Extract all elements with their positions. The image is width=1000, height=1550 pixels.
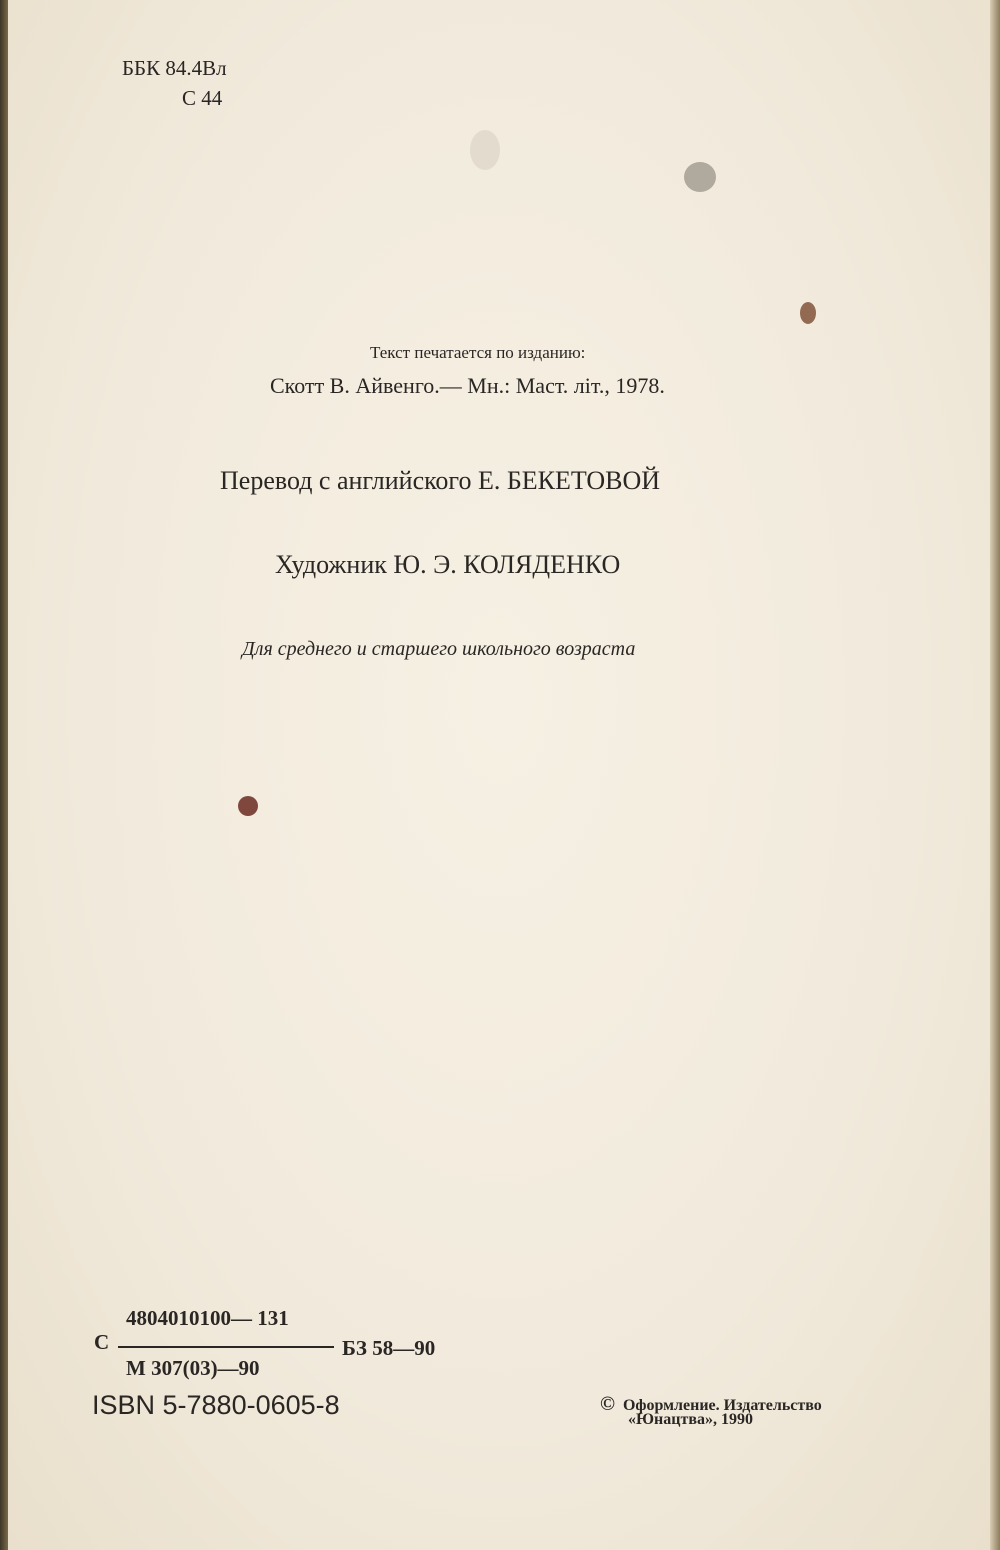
isbn: ISBN 5-7880-0605-8 <box>92 1390 340 1420</box>
imprint-code-fraction-line <box>118 1346 334 1348</box>
copyright-text: Оформление. Издательство <box>622 1397 822 1414</box>
age-group-line: Для среднего и старшего школьного возраста <box>242 638 636 660</box>
source-note: Текст печатается по изданию: <box>370 343 586 362</box>
imprint-code-denominator: М 307(03)—90 <box>126 1356 260 1380</box>
imprint-code-right: БЗ 58—90 <box>342 1336 436 1360</box>
source-reference: Скотт В. Айвенго.— Мн.: Маст. літ., 1978. <box>270 373 665 398</box>
translator-line: Перевод с английского Е. БЕКЕТОВОЙ <box>220 466 661 495</box>
imprint-code-numerator: 4804010100— 131 <box>126 1306 289 1330</box>
copyright-line-2: «Юнацтва», 1990 <box>628 1411 753 1428</box>
illustrator-line: Художник Ю. Э. КОЛЯДЕНКО <box>275 550 621 579</box>
stain-spot <box>238 796 258 816</box>
page-right-edge <box>990 0 1000 1550</box>
stain-spot <box>470 130 500 170</box>
stain-spot <box>800 302 816 324</box>
imprint-code-letter: С <box>94 1330 110 1354</box>
author-mark: С 44 <box>182 86 223 110</box>
copyright-icon: © <box>600 1393 615 1415</box>
stain-spot <box>684 162 716 192</box>
bbk-code: ББК 84.4Вл <box>122 56 227 80</box>
book-spine-edge <box>0 0 8 1550</box>
